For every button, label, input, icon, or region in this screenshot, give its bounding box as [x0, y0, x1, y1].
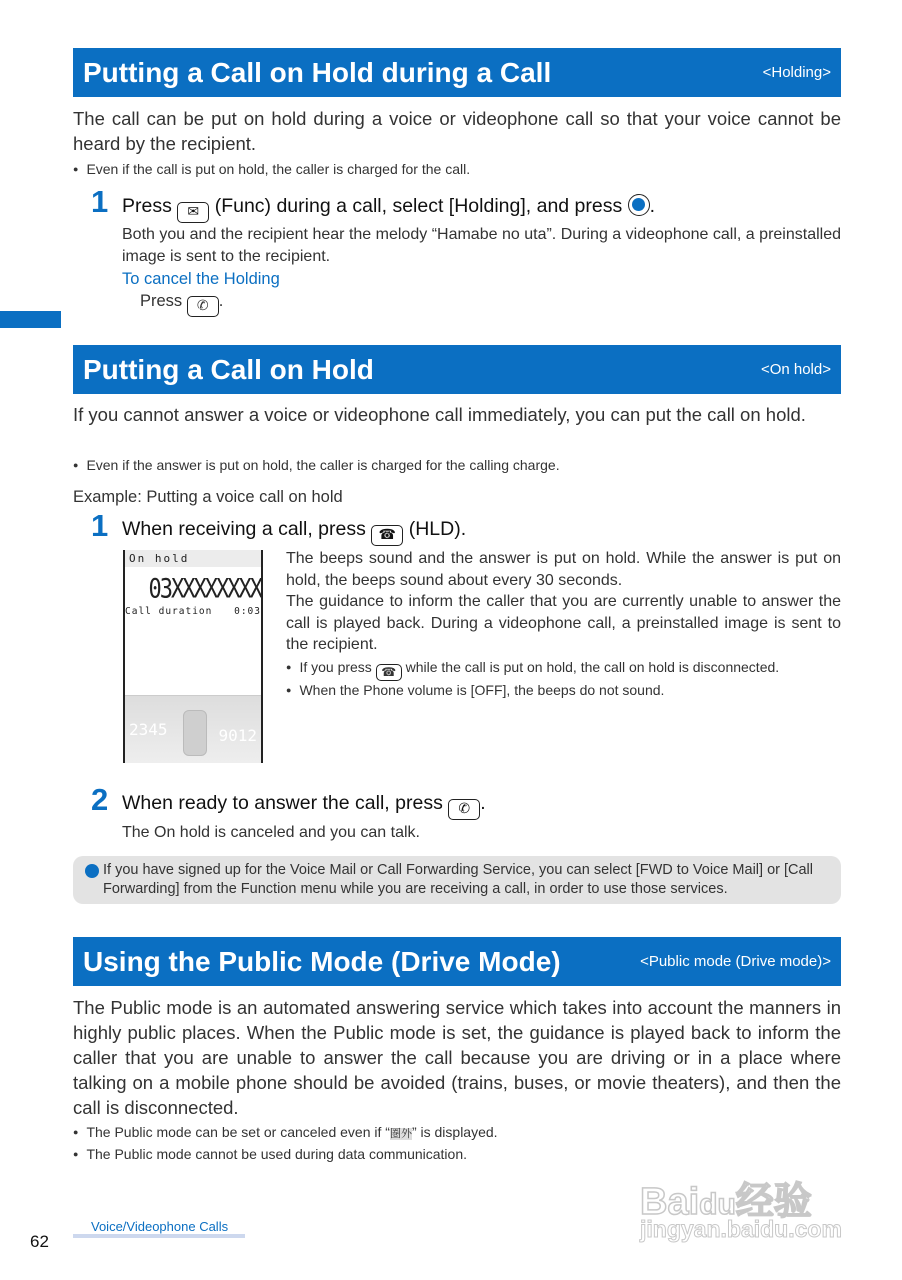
wallpaper-digits: 9012: [218, 726, 257, 745]
section-tag: <Holding>: [762, 64, 831, 81]
ok-button-icon: [628, 194, 650, 216]
step-description: The On hold is canceled and you can talk.: [122, 824, 420, 841]
bullet-text: ” is displayed.: [411, 1124, 498, 1140]
section-tag: <Public mode (Drive mode)>: [640, 953, 831, 970]
screen-number: 03XXXXXXXX: [148, 574, 261, 605]
phone-graphic: [183, 710, 207, 756]
step-text: Press: [122, 195, 172, 217]
press-text: Press: [140, 292, 183, 310]
step-instruction: [122, 792, 486, 820]
period: .: [218, 292, 224, 310]
step-description: Both you and the recipient hear the melody “Hamabe no uta”. During a videophone call, a preinstalled image is sent to the recipient.: [122, 226, 841, 265]
intro-text: The call can be put on hold during a voice or videophone call so that your voice cannot be heard by the recipient.: [73, 108, 841, 154]
step-instruction: [122, 194, 655, 223]
bullet-text: while the call is put on hold, the call on hold is disconnected.: [405, 659, 780, 675]
section-title: Putting a Call on Hold during a Call: [83, 56, 552, 88]
bullet-text: The Public mode can be set or canceled even if “: [86, 1124, 390, 1140]
step-number: 1: [91, 184, 109, 219]
cancel-instruction: [140, 292, 223, 317]
chapter-tab: [0, 311, 61, 328]
bullet: [286, 658, 779, 681]
screen-duration-row: [125, 606, 261, 617]
step-description: The beeps sound and the answer is put on hold. While the answer is put on hold, the beeps sound about every 30 seconds.: [286, 550, 841, 589]
footer-chapter: Voice/Videophone Calls: [73, 1219, 245, 1238]
duration-label: Call duration: [125, 606, 213, 617]
intro-text: The Public mode is an automated answering service which takes into account the manners in highly public places. When the Public mode is set, the guidance is played back to inform the caller that you are unable to answer the call because you are driving or in a place where talking on a mobile phone should be avoided (trains, buses, or movie theaters), and then the call is disconnected.: [73, 997, 841, 1118]
section-title: Using the Public Mode (Drive Mode): [83, 945, 561, 977]
hold-key-icon: ☎: [371, 525, 403, 546]
wallpaper-digits: 2345: [129, 720, 168, 739]
step-text: (HLD).: [408, 518, 467, 540]
watermark-logo: Baidu经验: [640, 1181, 812, 1223]
page-number: 62: [30, 1232, 49, 1251]
bullet: ● When the Phone volume is [OFF], the beeps do not sound.: [286, 681, 664, 699]
bullet: [73, 1123, 498, 1143]
step-description: The guidance to inform the caller that you are currently unable to answer the call is played back. During a videophone call, a preinstalled image is sent to the recipient.: [286, 593, 841, 653]
step-text: When ready to answer the call, press: [122, 792, 443, 814]
info-dot-icon: [85, 864, 99, 878]
duration-value: 0:03: [234, 606, 261, 617]
step-number: 1: [91, 508, 109, 543]
bullet: ● The Public mode cannot be used during data communication.: [73, 1145, 467, 1163]
step-instruction: [122, 518, 466, 546]
note-text: If you have signed up for the Voice Mail or Call Forwarding Service, you can select [FWD to Voice Mail] or [Call Forwarding] from the Function menu while you are receiving a call, in order to use those services.: [103, 862, 814, 897]
section-header-holding: [73, 48, 841, 97]
bullet: ● Even if the answer is put on hold, the caller is charged for the calling charge.: [73, 456, 560, 474]
phone-screen: [123, 550, 263, 763]
out-of-range-icon: 圏外: [389, 1128, 412, 1140]
section-header-on-hold: [73, 345, 841, 394]
step-text: When receiving a call, press: [122, 518, 366, 540]
section-title: Putting a Call on Hold: [83, 353, 374, 385]
mail-key-icon: ✉: [177, 202, 209, 223]
step-number: 2: [91, 782, 109, 817]
bullet-text: If you press: [299, 659, 372, 675]
watermark-url: jingyan.baidu.com: [640, 1216, 842, 1242]
hold-key-icon: ☎: [376, 664, 402, 681]
section-tag: <On hold>: [760, 361, 831, 378]
example-label: Example: Putting a voice call on hold: [73, 488, 343, 506]
info-note: [73, 856, 841, 904]
step-text: .: [649, 195, 656, 217]
call-key-icon: ✆: [187, 296, 219, 317]
section-header-public-mode: [73, 937, 841, 986]
step-text: (Func) during a call, select [Holding], and press: [214, 195, 623, 217]
cancel-heading: To cancel the Holding: [122, 270, 280, 288]
period: .: [480, 792, 486, 814]
intro-text: If you cannot answer a voice or videophone call immediately, you can put the call on hold.: [73, 404, 806, 425]
call-key-icon: ✆: [448, 799, 480, 820]
screen-status: On hold: [125, 550, 261, 567]
bullet: ● Even if the call is put on hold, the caller is charged for the call.: [73, 160, 470, 178]
wallpaper: [125, 695, 261, 763]
